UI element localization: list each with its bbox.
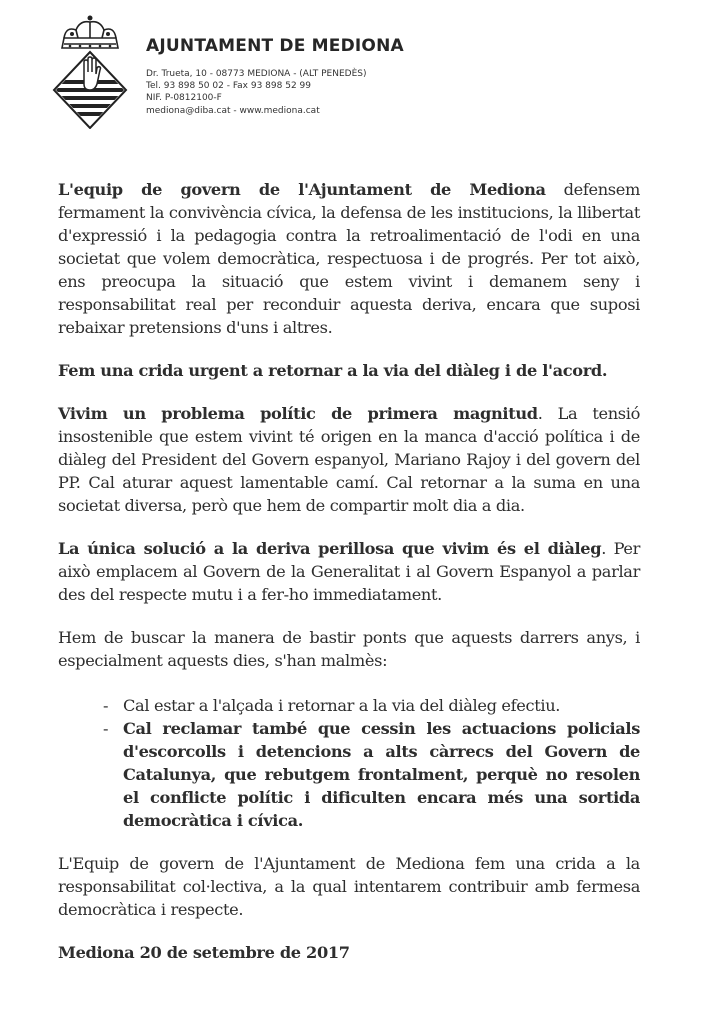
paragraph-call — [58, 359, 640, 382]
organization-name: AJUNTAMENT DE MEDIONA — [146, 36, 404, 56]
bullet-text-bold: Cal reclamar també que cessin les actuacions policials d'escorcolls i detencions a alts càrrecs del Govern de Catalunya, que rebutgem frontalment, perquè no resolen el conflicte polític i dificulten encara més una sortida democràtica i cívica. — [123, 719, 640, 830]
bullet-list — [58, 694, 640, 832]
phone-line: Tel. 93 898 50 02 - Fax 93 898 52 99 — [146, 81, 311, 92]
municipal-coat-of-arms-icon — [50, 14, 130, 129]
letter-body — [58, 178, 640, 964]
bullet-dash: - — [103, 696, 109, 715]
address-line: Dr. Trueta, 10 - 08773 MEDIONA - (ALT PENEDÈS) — [146, 69, 367, 79]
letter-date: Mediona 20 de setembre de 2017 — [58, 943, 350, 962]
list-item — [103, 694, 640, 717]
paragraph-problem-bold: Vivim un problema polític de primera magnitud — [58, 404, 538, 423]
paragraph-solution-text: . Per això emplacem al Govern de la Generalitat i al Govern Espanyol a parlar des del respecte mutu i a fer-ho immediatament. — [58, 539, 640, 604]
contact-line: mediona@diba.cat - www.mediona.cat — [146, 105, 320, 116]
paragraph-intro — [58, 178, 640, 339]
paragraph-intro-text: defensem fermament la convivència cívica, la defensa de les institucions, la llibertat d'expressió i la pedagogia contra la retroalimentació de l'odi en una societat que volem democràtica, respectuosa i de progrés. Per tot això, ens preocupa la situació que estem vivint i demanem seny i responsabilitat real per reconduir aquesta deriva, encara que suposi rebaixar pretensions d'uns i altres. — [58, 180, 640, 337]
paragraph-bridges: Hem de buscar la manera de bastir ponts que aquests darrers anys, i especialment aquests dies, s'han malmès: — [58, 628, 640, 670]
letterhead — [50, 14, 650, 134]
bullet-dash: - — [103, 719, 109, 738]
nif-line: NIF. P-0812100-F — [146, 93, 222, 104]
paragraph-problem-text: . La tensió insostenible que estem vivint té origen en la manca d'acció política i de diàleg del President del Govern espanyol, Mariano Rajoy i del govern del PP. Cal aturar aquest lamentable camí. Cal retornar a la suma en una societat diversa, però que hem de compartir molt dia a dia. — [58, 404, 640, 515]
paragraph-intro-bold: L'equip de govern de l'Ajuntament de Mediona — [58, 180, 546, 199]
paragraph-problem — [58, 402, 640, 517]
paragraph-call-bold: Fem una crida urgent a retornar a la via del diàleg i de l'acord. — [58, 361, 608, 380]
organization-info — [146, 14, 646, 117]
paragraph-solution-bold: La única solució a la deriva perillosa que vivim és el diàleg — [58, 539, 602, 558]
paragraph-solution — [58, 537, 640, 606]
list-item — [103, 717, 640, 832]
paragraph-closing: L'Equip de govern de l'Ajuntament de Mediona fem una crida a la responsabilitat col·lectiva, a la qual intentarem contribuir amb fermesa democràtica i respecte. — [58, 854, 640, 919]
bullet-text: Cal estar a l'alçada i retornar a la via del diàleg efectiu. — [123, 696, 561, 715]
